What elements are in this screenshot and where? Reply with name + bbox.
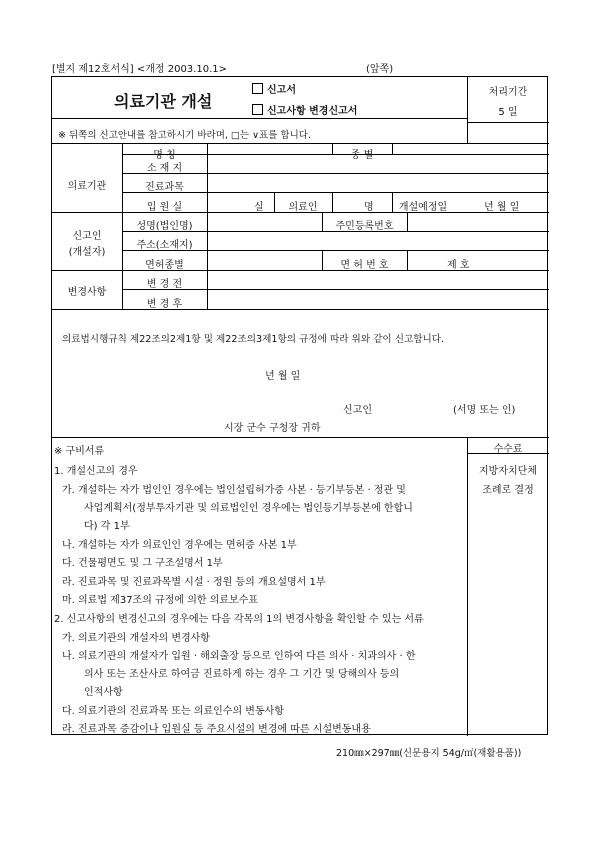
doc-line: 가. 의료기관의 개설자의 변경사항 <box>62 633 210 644</box>
ward-unit: 실 <box>254 202 264 213</box>
processing-period-value: 5 일 <box>498 107 518 118</box>
form-number: [별지 제12호서식] <개정 2003.10.1> <box>52 64 227 75</box>
page-side-label: (앞쪽) <box>366 64 394 75</box>
doctors-label: 의료인 <box>288 202 318 213</box>
fee-line-1: 지방자치단체 <box>479 466 537 477</box>
before-label: 변 경 전 <box>146 279 183 290</box>
doc-line: 다. 의료기관의 진료과목 또는 의료인수의 변동사항 <box>62 706 284 717</box>
rrn-label: 주민등록번호 <box>335 221 394 232</box>
address-label: 소 재 지 <box>146 163 183 174</box>
reporter-group-sublabel: (개설자) <box>68 247 106 258</box>
doc-line: 나. 개설하는 자가 의료인인 경우에는 면허증 사본 1부 <box>62 540 297 551</box>
doc-line: 라. 진료과목 증감이나 입원실 등 주요시설의 변경에 따른 시설변동내용 <box>62 724 371 735</box>
notice-text: ※ 뒤쪽의 신고안내를 참고하시기 바라며, □는 ∨표를 합니다. <box>58 130 311 141</box>
doc-line: 가. 개설하는 자가 법인인 경우에는 법인설립허가증 사본 · 등기부등본 · 정관 및 <box>62 485 406 496</box>
department-label: 진료과목 <box>145 182 184 193</box>
reporter-name-field[interactable] <box>208 213 321 231</box>
after-field[interactable] <box>208 290 548 309</box>
fee-label: 수수료 <box>493 444 523 455</box>
reporter-group-label: 신고인 <box>72 231 102 242</box>
doctors-unit: 명 <box>364 202 374 213</box>
declaration-date: 년 월 일 <box>265 371 301 382</box>
name-field[interactable] <box>208 144 331 154</box>
institution-group-label: 의료기관 <box>67 181 107 192</box>
paper-spec: 210㎜×297㎜(신문용지 54g/㎡(재활용품)) <box>336 748 522 759</box>
recipient-text: 시장 군수 구청장 귀하 <box>224 423 321 434</box>
signature-field[interactable]: (서명 또는 인) <box>453 405 516 416</box>
change-group-label: 변경사항 <box>67 287 107 298</box>
doc-line: 사업계획서(정부투자기관 및 의료법인인 경우에는 법인등기부등본에 한합니 <box>84 503 413 514</box>
after-label: 변 경 후 <box>146 299 183 310</box>
type-field[interactable] <box>393 144 548 154</box>
doc-line: 인적사항 <box>84 687 123 698</box>
doc-line: 1. 개설신고의 경우 <box>54 466 138 477</box>
doc-line: 의사 또는 조산사로 하여금 진료하게 하는 경우 그 기간 및 당해의사 등의 <box>84 669 400 680</box>
form-frame <box>51 76 548 735</box>
doc-line: 다) 각 1부 <box>84 521 130 532</box>
doc-line: 다. 건물평면도 및 그 구조설명서 1부 <box>62 558 223 569</box>
license-type-field[interactable] <box>208 251 321 270</box>
checkbox-icon <box>252 83 263 94</box>
doc-line: 라. 진료과목 및 진료과목별 시설 · 정원 등의 개요설명서 1부 <box>62 577 326 588</box>
reporter-name-label: 성명(법인명) <box>136 221 193 232</box>
form-title: 의료기관 개설 <box>114 92 213 111</box>
ward-label: 입 원 실 <box>146 202 183 213</box>
doc-line: 2. 신고사항의 변경신고의 경우에는 다음 각목의 1의 변경사항을 확인할 수 있는 서류 <box>54 614 424 625</box>
type-label: 종 별 <box>350 150 374 161</box>
rrn-field[interactable] <box>408 213 548 231</box>
license-number-field[interactable]: 제 호 <box>447 260 470 271</box>
documents-heading: ※ 구비서류 <box>54 446 105 457</box>
license-type-label: 면허종별 <box>145 260 184 271</box>
reporter-address-label: 주소(소재지) <box>136 240 193 251</box>
department-field[interactable] <box>208 174 548 192</box>
checkbox-icon <box>252 104 263 115</box>
reporter-sign-label: 신고인 <box>343 405 372 416</box>
open-date-field[interactable]: 년 월 일 <box>484 202 520 213</box>
name-label: 명 칭 <box>153 150 176 161</box>
address-field[interactable] <box>208 155 548 173</box>
open-date-label: 개설예정일 <box>398 202 448 213</box>
before-field[interactable] <box>208 271 548 289</box>
report-option[interactable]: 신고서 <box>252 81 296 96</box>
declaration-text: 의료법시행규칙 제22조의2제1항 및 제22조의3제1항의 규정에 따라 위와 같이 신고합니다. <box>62 334 445 345</box>
processing-period-label: 처리기간 <box>488 87 528 98</box>
change-report-option[interactable]: 신고사항 변경신고서 <box>252 102 357 117</box>
license-number-label: 면 허 번 호 <box>340 260 389 271</box>
doc-line: 나. 의료기관의 개설자가 입원 · 해외출장 등으로 인하여 다른 의사 · 치과의사 · 한 <box>62 651 416 662</box>
reporter-address-field[interactable] <box>208 232 548 250</box>
doc-line: 마. 의료법 제37조의 규정에 의한 의료보수표 <box>62 595 259 606</box>
fee-line-2: 조례로 결정 <box>482 485 534 496</box>
